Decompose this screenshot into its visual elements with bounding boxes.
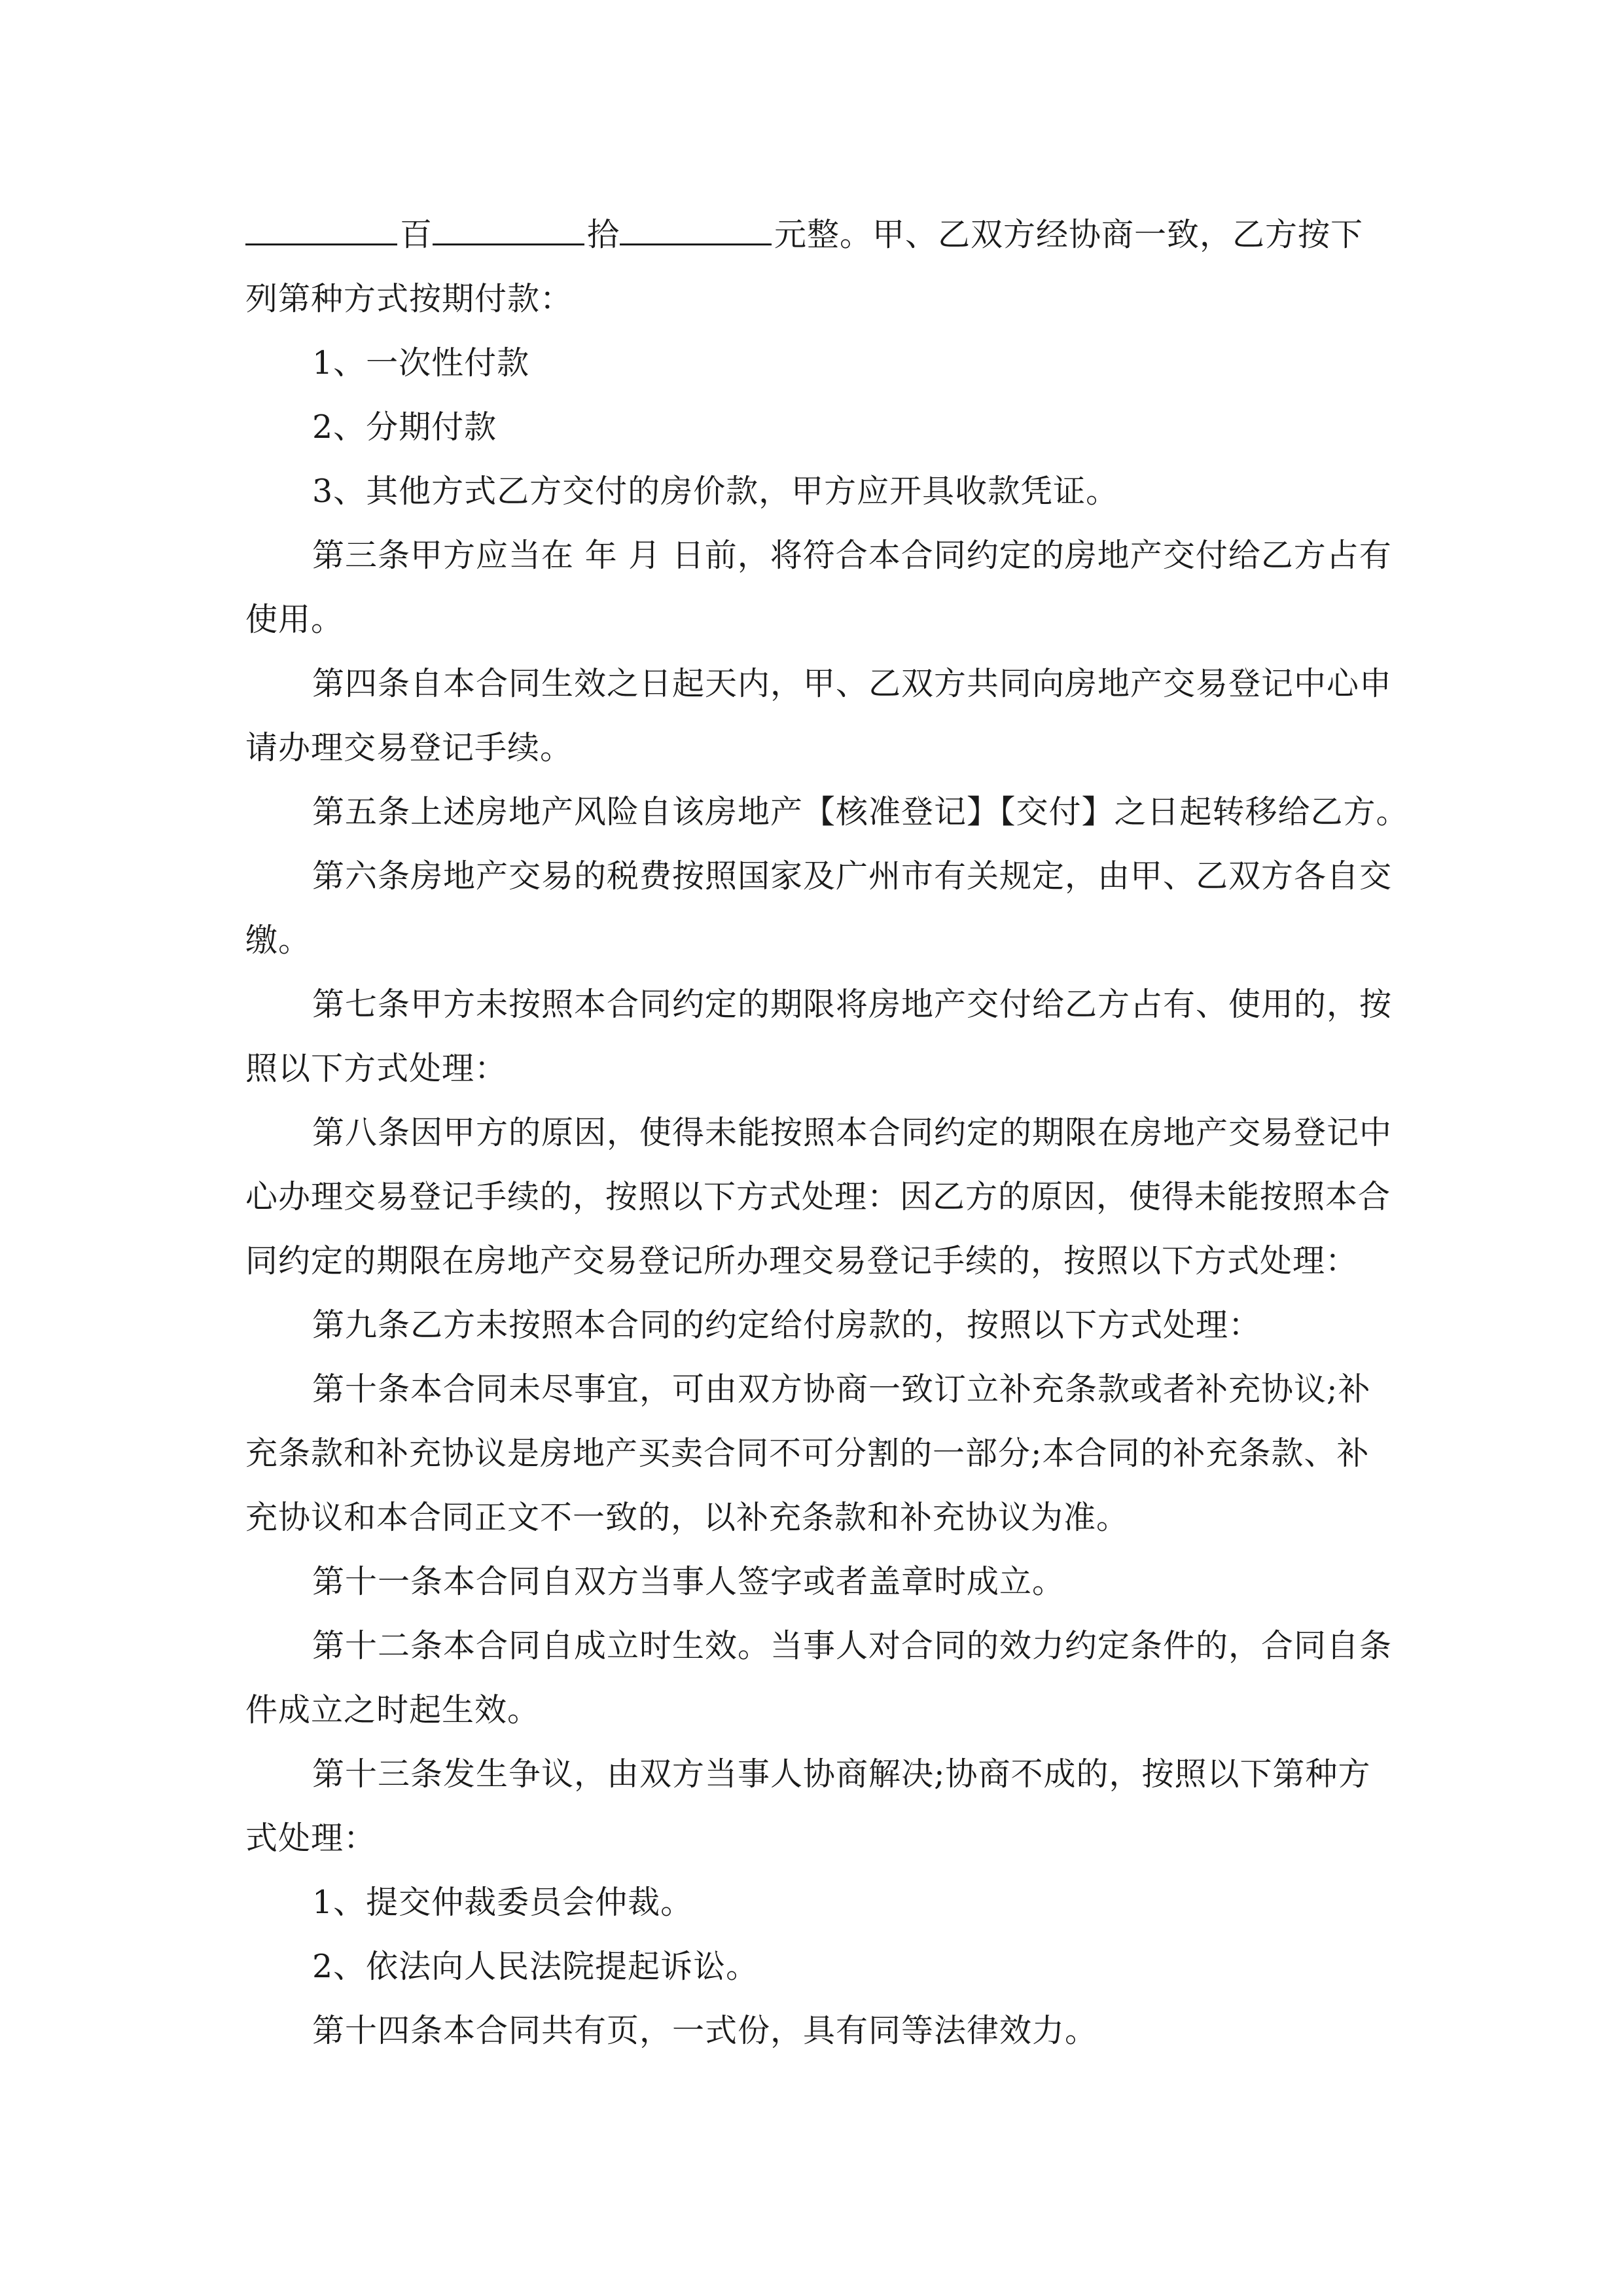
text-line: 心办理交易登记手续的，按照以下方式处理：因乙方的原因，使得未能按照本合 (245, 1178, 1391, 1215)
text-hundreds: 百 (400, 216, 433, 253)
text-line: 3、其他方式乙方交付的房价款，甲方应开具收款凭证。 (312, 473, 1119, 510)
blank-tens[interactable] (433, 217, 584, 245)
text-line: 请办理交易登记手续。 (245, 729, 573, 766)
text-line: 第十三条发生争议，由双方当事人协商解决;协商不成的，按照以下第种方 (312, 1755, 1371, 1793)
text-line: 第五条上述房地产风险自该房地产【核准登记】【交付】之日起转移给乙方。 (312, 793, 1409, 831)
contract-body (245, 203, 1409, 2063)
text-line: 第六条房地产交易的税费按照国家及广州市有关规定，由甲、乙双方各自交 (312, 857, 1393, 895)
text-line: 式处理： (245, 1820, 377, 1857)
text-line: 同约定的期限在房地产交易登记所办理交易登记手续的，按照以下方式处理： (245, 1242, 1359, 1280)
text-line: 第八条因甲方的原因，使得未能按照本合同约定的期限在房地产交易登记中 (312, 1114, 1393, 1151)
text-line: 第七条甲方未按照本合同约定的期限将房地产交付给乙方占有、使用的，按 (312, 986, 1393, 1023)
text-line: 列第种方式按期付款： (245, 280, 573, 317)
blank-hundreds[interactable] (245, 217, 397, 245)
text-line: 第十条本合同未尽事宜，可由双方协商一致订立补充条款或者补充协议;补 (312, 1371, 1371, 1408)
text-line: 第十一条本合同自双方当事人签字或者盖章时成立。 (312, 1563, 1065, 1600)
text-line: 第十二条本合同自成立时生效。当事人对合同的效力约定条件的，合同自条 (312, 1627, 1393, 1664)
text-line: 件成立之时起生效。 (245, 1691, 541, 1729)
text-line: 1、提交仲裁委员会仲裁。 (312, 1884, 694, 1921)
text-line: 充协议和本合同正文不一致的，以补充条款和补充协议为准。 (245, 1499, 1130, 1536)
text-line: 充条款和补充协议是房地产买卖合同不可分割的一部分;本合同的补充条款、补 (245, 1435, 1370, 1472)
text-line: 使用。 (245, 601, 344, 638)
text-line: 第十四条本合同共有页，一式份，具有同等法律效力。 (312, 2012, 1098, 2049)
text-line: 缴。 (245, 922, 312, 959)
text-line: 第九条乙方未按照本合同的约定给付房款的，按照以下方式处理： (312, 1306, 1262, 1344)
text-line: 2、分期付款 (312, 408, 497, 446)
payment-amount-line (245, 203, 1378, 267)
text-line: 2、依法向人民法院提起诉讼。 (312, 1948, 759, 1985)
text-line: 1、一次性付款 (312, 344, 530, 382)
text-line: 第三条甲方应当在 年 月 日前，将符合本合同约定的房地产交付给乙方占有 (312, 537, 1392, 574)
text-tens: 拾 (587, 216, 620, 253)
text-line: 第四条自本合同生效之日起天内，甲、乙双方共同向房地产交易登记中心申 (312, 665, 1393, 702)
text-yuan: 元整。甲、乙双方经协商一致，乙方按下 (774, 216, 1364, 253)
blank-yuan[interactable] (620, 217, 772, 245)
text-line: 照以下方式处理： (245, 1050, 508, 1087)
